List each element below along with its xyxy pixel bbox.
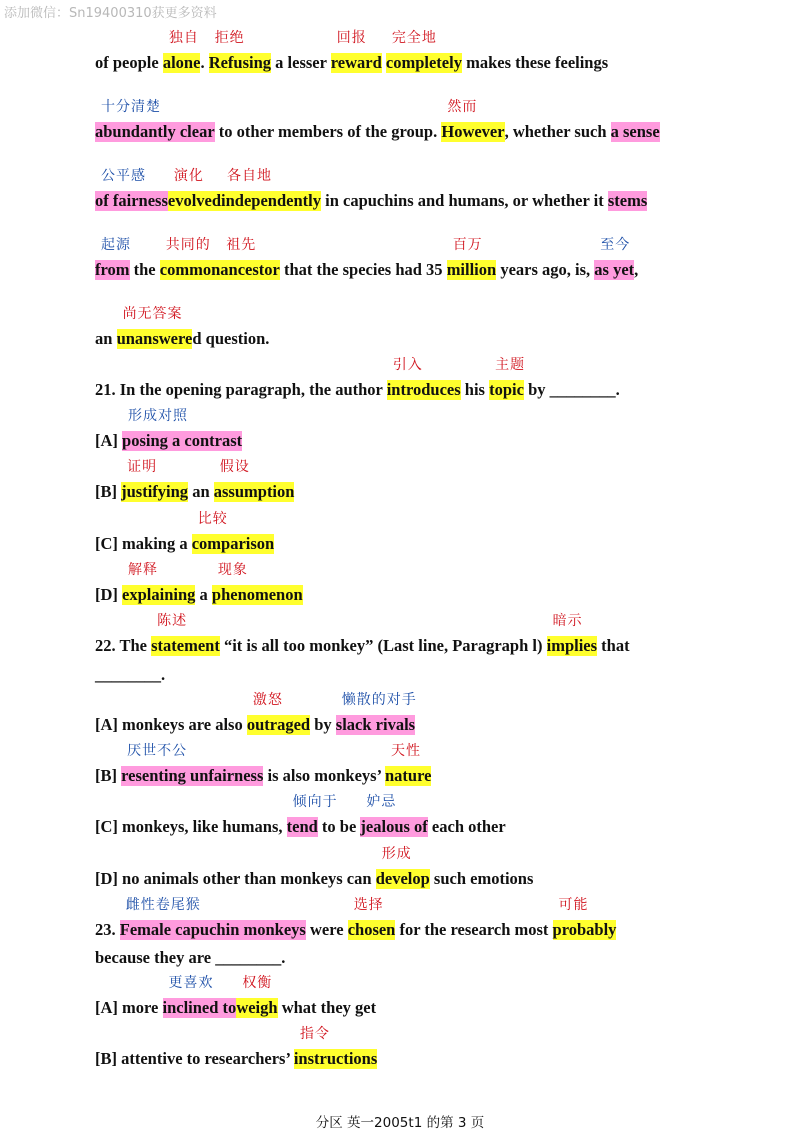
segment-text: each other (427, 817, 506, 836)
annotation-text: 共同的 (165, 237, 211, 253)
segment-text: weigh (236, 998, 278, 1017)
highlighted-word (211, 562, 303, 605)
highlighted-word (546, 613, 598, 656)
segment-text: to other members of the group. (214, 122, 442, 141)
text-segment (95, 998, 163, 1017)
text-segment (496, 260, 594, 279)
text-line (95, 99, 755, 142)
text-line (95, 408, 755, 451)
text-segment (461, 380, 489, 399)
text-segment (634, 260, 638, 279)
segment-text: [C] monkeys, like humans, (95, 817, 287, 836)
segment-text: by (310, 715, 336, 734)
text-segment (95, 585, 122, 604)
segment-text: “it is all too monkey” (Last line, Paragraph l) (219, 636, 547, 655)
segment-text: common (159, 260, 221, 279)
segment-text: as yet (594, 260, 635, 279)
segment-text: 21. In the opening paragraph, the author (95, 380, 387, 399)
annotation-text: 形成 (381, 846, 412, 862)
segment-text: resenting unfairness (121, 766, 264, 785)
segment-text: instructions (293, 1049, 378, 1068)
text-segment (95, 636, 151, 655)
highlighted-word (246, 692, 311, 735)
segment-text: nature (385, 766, 432, 785)
highlighted-word (611, 122, 660, 142)
text-segment (95, 948, 285, 967)
highlighted-word (375, 846, 430, 889)
segment-text: topic (489, 380, 524, 399)
segment-text: assumption (213, 482, 295, 501)
highlighted-word (167, 168, 222, 211)
highlighted-word (95, 237, 131, 280)
highlighted-word (116, 306, 193, 349)
text-segment (306, 920, 348, 939)
annotation-text: 暗示 (552, 613, 583, 629)
text-line (95, 794, 755, 837)
annotation-text: 假设 (219, 459, 250, 475)
text-segment (597, 636, 630, 655)
segment-text: slack rivals (335, 715, 416, 734)
text-segment (271, 53, 331, 72)
text-line (95, 846, 755, 889)
text-segment (95, 869, 376, 888)
segment-text: [B] (95, 766, 122, 785)
segment-text: statement (151, 636, 220, 655)
text-segment (280, 260, 447, 279)
segment-text: phenomenon (211, 585, 303, 604)
segment-text: years ago, is, (496, 260, 595, 279)
highlighted-word (552, 897, 617, 940)
segment-text: However (441, 122, 505, 141)
segment-text: develop (375, 869, 430, 888)
highlighted-word (286, 794, 338, 837)
segment-text: [A] more (95, 998, 163, 1017)
annotation-text: 现象 (217, 562, 248, 578)
annotation-text: 可能 (558, 897, 589, 913)
text-line (95, 948, 755, 968)
annotation-text: 形成对照 (128, 408, 189, 424)
segment-text: independently (221, 191, 321, 210)
segment-text: his (460, 380, 490, 399)
text-segment (430, 869, 534, 888)
text-segment (95, 431, 122, 450)
segment-text: jealous of (360, 817, 428, 836)
text-line (95, 306, 755, 349)
text-line (95, 613, 755, 656)
segment-text: tend (286, 817, 318, 836)
highlighted-word (385, 30, 462, 73)
segment-text: posing a contrast (122, 431, 243, 450)
highlighted-word (121, 459, 189, 502)
segment-text: [B] attentive to researchers’ (95, 1049, 294, 1068)
page-footer: 分区 英一2005t1 的第 3 页 (315, 1115, 485, 1131)
annotation-text: 倾向于 (292, 794, 338, 810)
text-segment (188, 482, 214, 501)
segment-text: d question. (192, 329, 270, 348)
highlighted-word (213, 459, 295, 502)
text-segment (395, 920, 552, 939)
text-segment (95, 534, 192, 553)
segment-text: Female capuchin monkeys (119, 920, 306, 939)
text-segment (95, 665, 165, 684)
text-segment (505, 122, 611, 141)
highlighted-word (121, 743, 264, 786)
text-line (95, 357, 755, 400)
highlighted-word (347, 897, 396, 940)
segment-text: a sense (610, 122, 660, 141)
highlighted-word (220, 237, 280, 280)
annotation-text: 拒绝 (214, 30, 245, 46)
highlighted-word (594, 237, 635, 280)
highlighted-word (236, 975, 278, 1018)
highlighted-word (191, 511, 275, 554)
segment-text: in capuchins and humans, or whether it (321, 191, 608, 210)
text-segment (95, 715, 247, 734)
segment-text: evolved (167, 191, 222, 210)
highlighted-word (162, 30, 201, 73)
segment-text: million (446, 260, 497, 279)
annotation-text: 至今 (600, 237, 631, 253)
annotation-text: 完全地 (391, 30, 437, 46)
segment-text: for the research most (395, 920, 553, 939)
annotation-text: 指令 (299, 1026, 330, 1042)
text-line (95, 975, 755, 1018)
segment-text: , whether such (504, 122, 611, 141)
annotation-text: 引入 (392, 357, 423, 373)
segment-text: by ________. (523, 380, 620, 399)
segment-text: of fairness (95, 191, 168, 210)
text-segment (428, 817, 506, 836)
text-segment (318, 817, 361, 836)
annotation-text: 独自 (168, 30, 199, 46)
segment-text: [C] making a (95, 534, 192, 553)
annotation-text: 解释 (128, 562, 159, 578)
segment-text: justifying (121, 482, 189, 501)
highlighted-word (151, 613, 220, 656)
highlighted-word (335, 692, 417, 735)
segment-text: 22. The (95, 636, 152, 655)
annotation-text: 起源 (101, 237, 131, 253)
text-segment (95, 329, 117, 348)
segment-text: probably (552, 920, 617, 939)
highlighted-word (162, 975, 237, 1018)
text-line (95, 511, 755, 554)
segment-text: alone (162, 53, 201, 72)
segment-text: a lesser (271, 53, 331, 72)
highlighted-word (293, 1026, 378, 1069)
text-segment (192, 329, 269, 348)
annotation-text: 回报 (336, 30, 367, 46)
segment-text: is also monkeys’ (263, 766, 385, 785)
highlighted-word (122, 408, 243, 451)
annotation-text: 天性 (391, 743, 421, 759)
annotation-text: 尚无答案 (122, 306, 183, 322)
text-line (95, 459, 755, 502)
highlighted-word (221, 168, 321, 211)
text-line (95, 237, 755, 280)
segment-text: Refusing (208, 53, 272, 72)
text-line (95, 743, 755, 786)
highlighted-word (122, 562, 196, 605)
annotation-text: 主题 (495, 357, 526, 373)
highlighted-word (330, 30, 382, 73)
annotation-text: 比较 (197, 511, 228, 527)
segment-text: inclined to (162, 998, 237, 1017)
text-segment (95, 817, 287, 836)
segment-text: , (634, 260, 639, 279)
text-segment (278, 998, 377, 1017)
segment-text: what they get (277, 998, 377, 1017)
highlighted-word (208, 30, 272, 73)
highlighted-word (385, 743, 432, 786)
text-segment (215, 122, 442, 141)
segment-text: [D] (95, 585, 123, 604)
text-segment (95, 920, 120, 939)
segment-text: reward (330, 53, 382, 72)
annotation-text: 妒忌 (366, 794, 397, 810)
text-segment (95, 380, 387, 399)
text-line (95, 692, 755, 735)
highlighted-word (95, 99, 215, 142)
annotation-text: 权衡 (242, 975, 273, 991)
highlighted-word (386, 357, 461, 400)
segment-text: to be (317, 817, 361, 836)
text-segment (200, 53, 208, 72)
highlighted-word (360, 794, 428, 837)
segment-text: from (95, 260, 130, 279)
segment-text: unanswere (116, 329, 193, 348)
highlighted-word (159, 237, 221, 280)
annotation-text: 懒散的对手 (341, 692, 417, 708)
segment-text: an (188, 482, 214, 501)
text-segment (195, 585, 212, 604)
annotation-text: 证明 (127, 459, 158, 475)
segment-text: 23. (95, 920, 120, 939)
annotation-text: 雌性卷尾猴 (125, 897, 201, 913)
segment-text: introduces (386, 380, 461, 399)
text-segment (95, 482, 121, 501)
segment-text: abundantly clear (95, 122, 215, 141)
text-segment (263, 766, 385, 785)
text-line (95, 30, 755, 73)
text-line (95, 665, 755, 685)
annotation-text: 陈述 (157, 613, 188, 629)
segment-text: that the species had 35 (279, 260, 447, 279)
segment-text: . (200, 53, 209, 72)
segment-text: that (597, 636, 630, 655)
annotation-text: 十分清楚 (101, 99, 161, 115)
segment-text: [B] (95, 482, 122, 501)
text-segment (462, 53, 608, 72)
text-segment (220, 636, 547, 655)
annotation-text: 然而 (447, 99, 478, 115)
text-line (95, 897, 755, 940)
highlighted-word (441, 99, 505, 142)
segment-text: comparison (191, 534, 275, 553)
annotation-text: 演化 (173, 168, 204, 184)
text-segment (95, 1049, 294, 1068)
text-segment (130, 260, 160, 279)
segment-text: stems (607, 191, 648, 210)
highlighted-word (489, 357, 526, 400)
segment-text: because they are ________. (95, 948, 286, 967)
segment-text: explaining (122, 585, 196, 604)
text-segment (95, 766, 121, 785)
segment-text: a (195, 585, 212, 604)
annotation-text: 百万 (452, 237, 483, 253)
segment-text: implies (546, 636, 598, 655)
text-line (95, 1026, 755, 1069)
text-line (95, 562, 755, 605)
annotation-text: 选择 (353, 897, 384, 913)
text-segment (524, 380, 620, 399)
segment-text: completely (385, 53, 462, 72)
text-segment (310, 715, 336, 734)
segment-text: of people (95, 53, 163, 72)
text-segment (95, 53, 163, 72)
highlighted-word (446, 237, 497, 280)
annotation-text: 公平感 (101, 168, 146, 184)
segment-text: ________. (95, 665, 166, 684)
segment-text: [A] monkeys are also (95, 715, 247, 734)
text-line (95, 168, 755, 211)
segment-text: were (305, 920, 348, 939)
annotation-text: 各自地 (227, 168, 273, 184)
annotation-text: 激怒 (252, 692, 283, 708)
segment-text: the (129, 260, 160, 279)
segment-text: makes these feelings (461, 53, 609, 72)
watermark-text: 添加微信：Sn19400310获更多资料 (4, 6, 217, 21)
highlighted-word (608, 191, 647, 211)
annotation-text: 祖先 (226, 237, 257, 253)
annotation-text: 厌世不公 (127, 743, 188, 759)
segment-text: chosen (347, 920, 396, 939)
annotation-text: 更喜欢 (168, 975, 214, 991)
segment-text: an (95, 329, 117, 348)
text-segment (321, 191, 608, 210)
segment-text: outraged (246, 715, 311, 734)
highlighted-word (119, 897, 306, 940)
segment-text: ancestor (220, 260, 280, 279)
segment-text: [A] (95, 431, 123, 450)
segment-text: [D] no animals other than monkeys can (95, 869, 376, 888)
segment-text: such emotions (429, 869, 534, 888)
highlighted-word (95, 168, 168, 211)
